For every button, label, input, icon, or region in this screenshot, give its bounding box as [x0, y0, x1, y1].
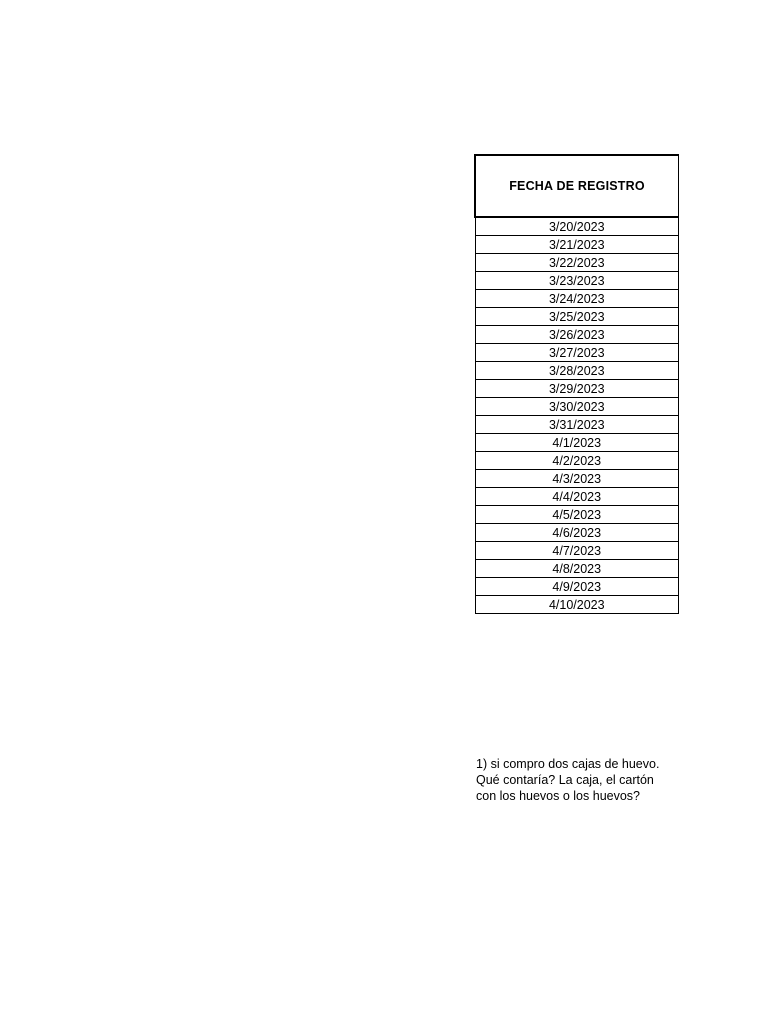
table-row	[475, 344, 679, 362]
table-row	[475, 308, 679, 326]
date-cell[interactable]: 3/27/2023	[475, 344, 679, 362]
table-row	[475, 596, 679, 614]
date-cell[interactable]: 4/10/2023	[475, 596, 679, 614]
date-cell[interactable]: 4/8/2023	[475, 560, 679, 578]
table-row	[475, 362, 679, 380]
table-row	[475, 380, 679, 398]
date-cell[interactable]: 3/28/2023	[475, 362, 679, 380]
date-cell[interactable]: 3/23/2023	[475, 272, 679, 290]
date-rows	[475, 217, 679, 614]
table-row	[475, 578, 679, 596]
date-cell[interactable]: 4/6/2023	[475, 524, 679, 542]
date-cell[interactable]: 3/26/2023	[475, 326, 679, 344]
table-row	[475, 470, 679, 488]
date-cell[interactable]: 4/9/2023	[475, 578, 679, 596]
table-row	[475, 560, 679, 578]
table-row	[475, 524, 679, 542]
date-cell[interactable]: 4/2/2023	[475, 452, 679, 470]
table-row	[475, 542, 679, 560]
table-row	[475, 217, 679, 236]
question-text: 1) si compro dos cajas de huevo. Qué contaría? La caja, el cartón con los huevos o los huevos?	[476, 757, 660, 803]
date-cell[interactable]: 4/3/2023	[475, 470, 679, 488]
date-cell[interactable]: 4/1/2023	[475, 434, 679, 452]
table-row	[475, 488, 679, 506]
date-cell[interactable]: 4/5/2023	[475, 506, 679, 524]
table-row	[475, 434, 679, 452]
table-row	[475, 506, 679, 524]
table-row	[475, 290, 679, 308]
table-row	[475, 254, 679, 272]
column-header-fecha-de-registro: FECHA DE REGISTRO	[475, 155, 679, 217]
table-row	[475, 326, 679, 344]
date-cell[interactable]: 3/21/2023	[475, 236, 679, 254]
date-cell[interactable]: 3/22/2023	[475, 254, 679, 272]
date-cell[interactable]: 3/20/2023	[475, 217, 679, 236]
table-row	[475, 416, 679, 434]
table-header-row	[475, 155, 679, 217]
date-cell[interactable]: 3/25/2023	[475, 308, 679, 326]
table-row	[475, 398, 679, 416]
table-row	[475, 452, 679, 470]
date-cell[interactable]: 4/7/2023	[475, 542, 679, 560]
table-row	[475, 236, 679, 254]
table-row	[475, 272, 679, 290]
date-cell[interactable]: 3/29/2023	[475, 380, 679, 398]
date-cell[interactable]: 3/31/2023	[475, 416, 679, 434]
date-table	[474, 154, 679, 614]
date-cell[interactable]: 3/30/2023	[475, 398, 679, 416]
date-cell[interactable]: 4/4/2023	[475, 488, 679, 506]
date-cell[interactable]: 3/24/2023	[475, 290, 679, 308]
